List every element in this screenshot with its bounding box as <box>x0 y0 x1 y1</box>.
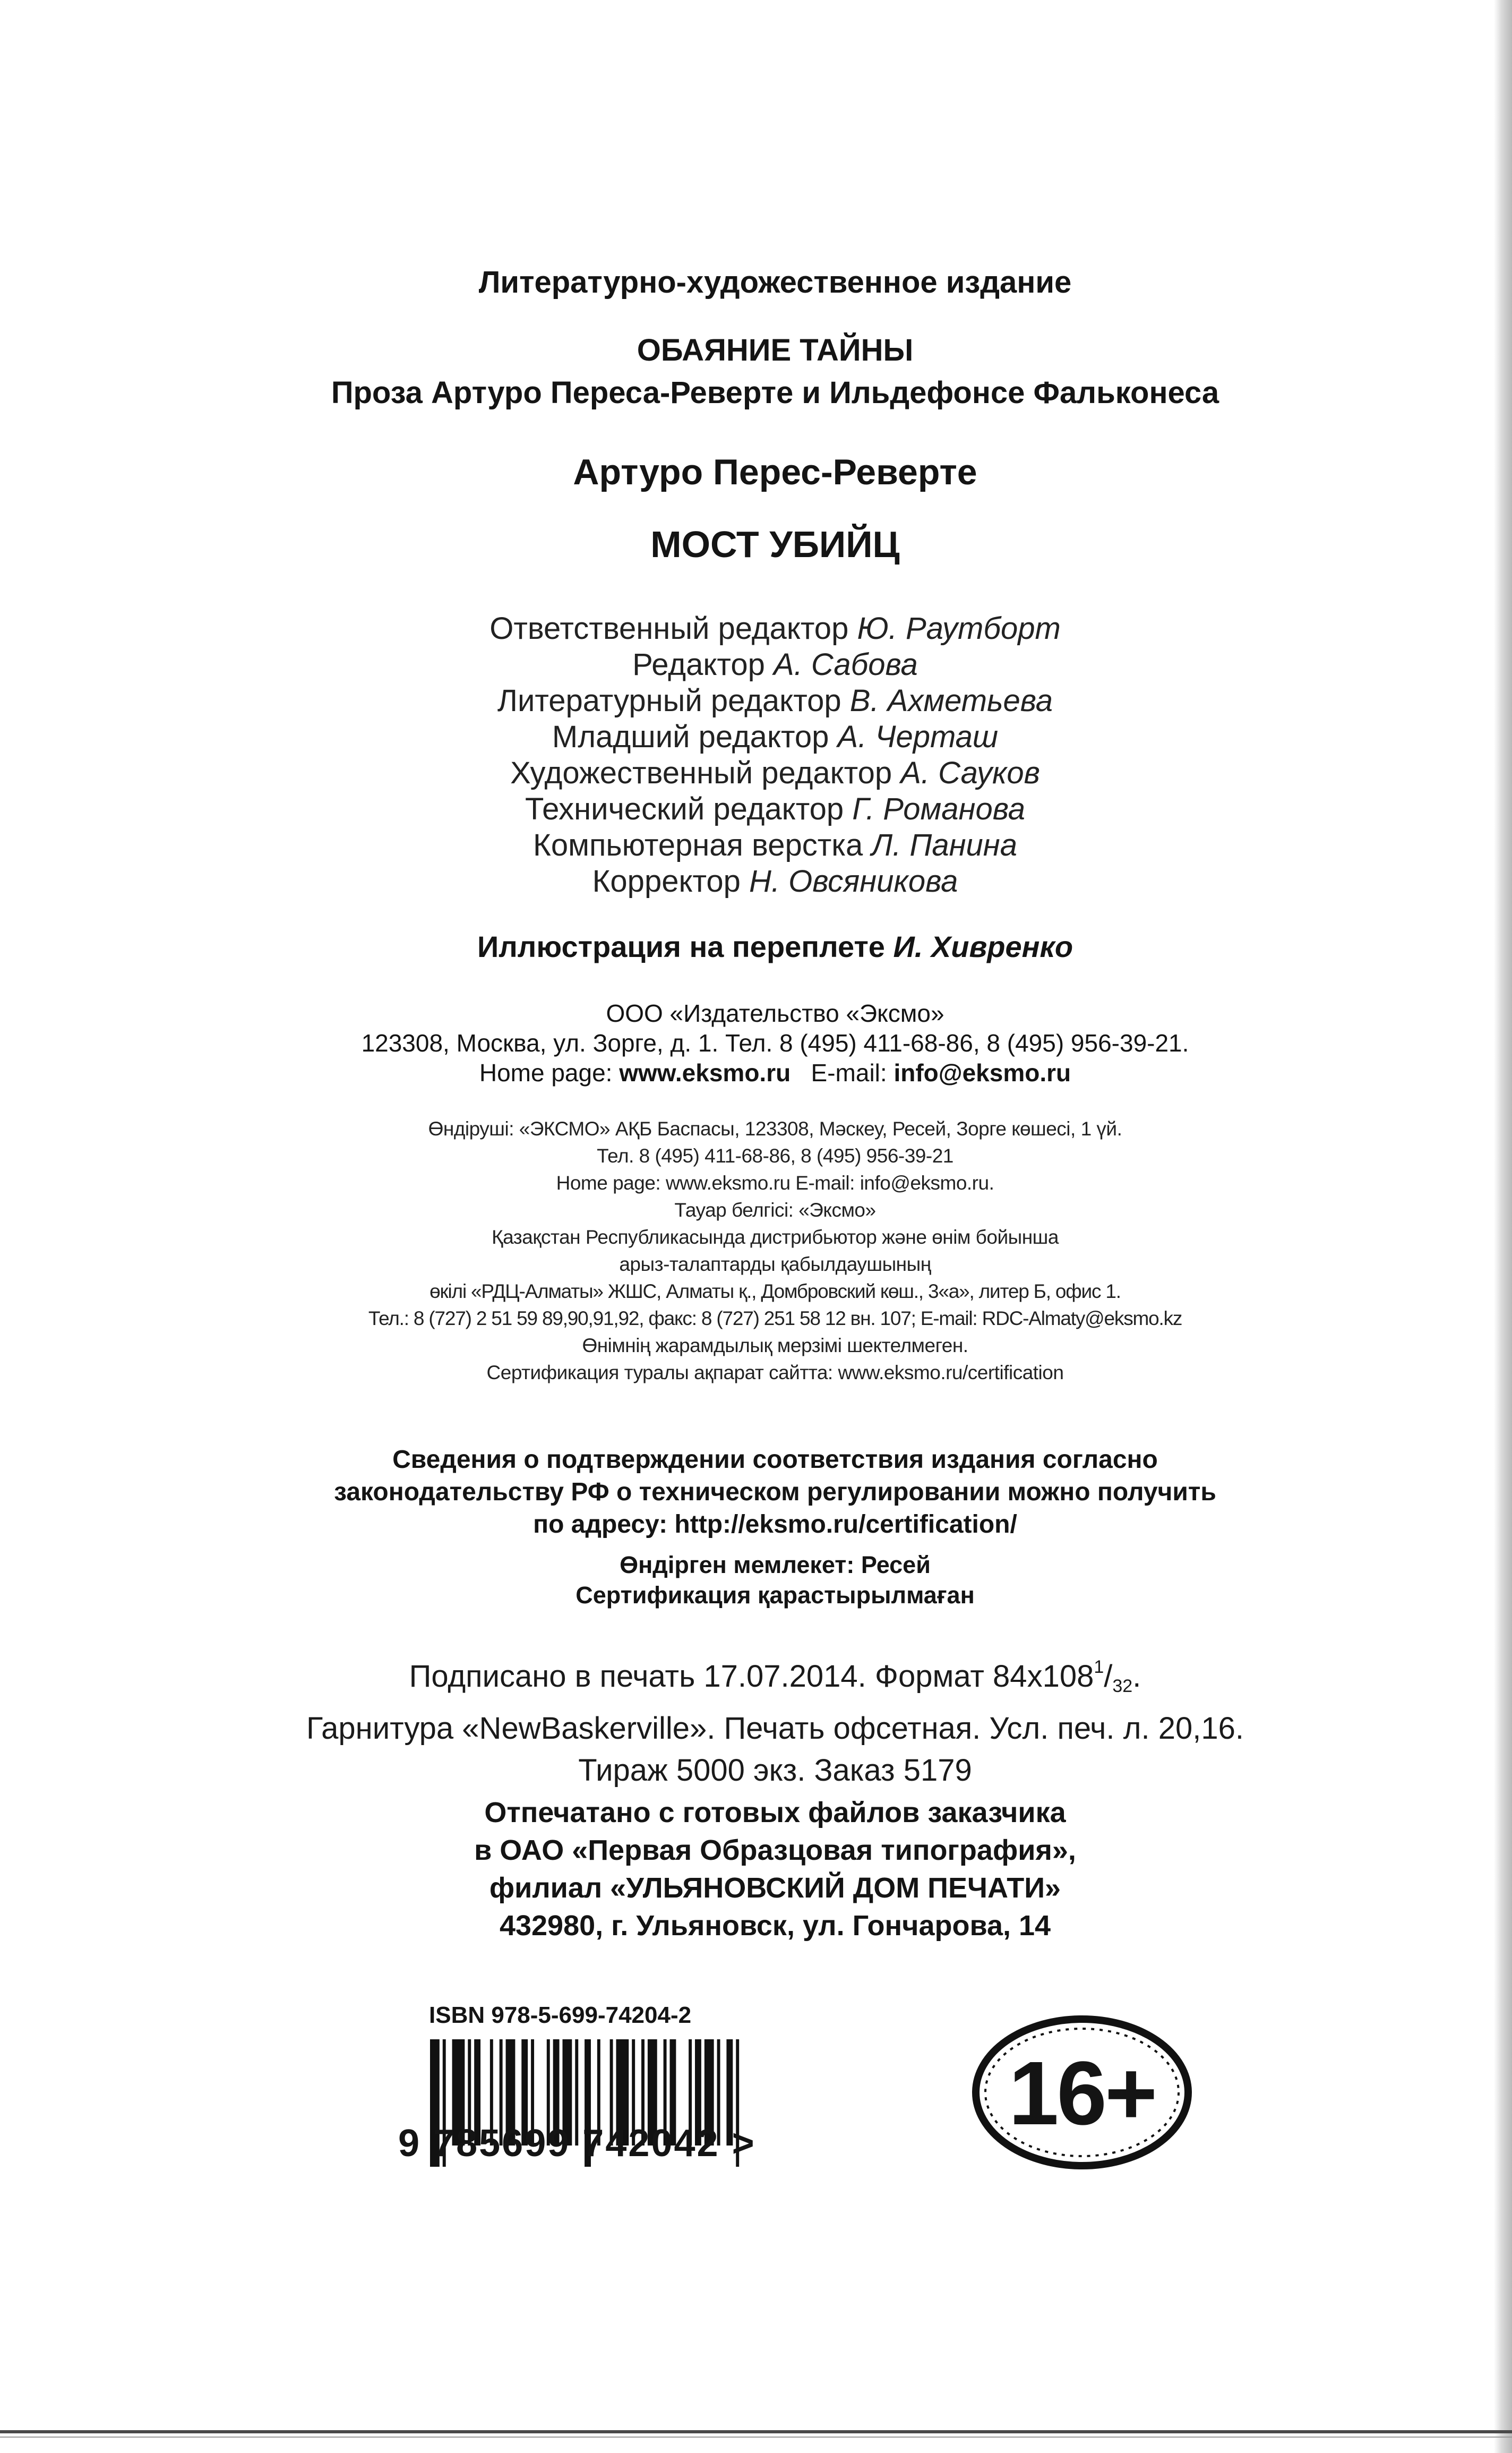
illustration-credit: Иллюстрация на переплете И. Хивренко <box>477 930 1073 963</box>
print-info-block <box>223 1646 1327 1791</box>
publisher-website: www.eksmo.ru <box>619 1059 791 1087</box>
staff-credits <box>223 611 1327 900</box>
series-block <box>223 329 1327 414</box>
credit-line: Корректор Н. Овсяникова <box>592 864 958 899</box>
credit-line: Редактор А. Сабова <box>632 647 918 682</box>
credit-line: Технический редактор Г. Романова <box>525 792 1025 826</box>
barcode <box>398 2002 770 2193</box>
kazakh-info-block <box>223 1115 1327 1386</box>
print-run-line: Тираж 5000 экз. Заказ 5179 <box>578 1753 972 1788</box>
credit-line: Компьютерная верстка Л. Панина <box>533 828 1017 862</box>
signed-line: Подписано в печать 17.07.2014. Формат $84x108^1/_{32}$. <box>409 1657 1141 1696</box>
credit-line: Младший редактор А. Черташ <box>552 720 999 754</box>
kazakh-line: Home page: www.eksmo.ru E-mail: info@eksmo.ru. <box>556 1172 994 1194</box>
credit-line: Литературный редактор В. Ахметьева <box>497 683 1053 718</box>
series-subtitle: Проза Артуро Переса-Реверте и Ильдефонсе Фальконеса <box>331 375 1219 410</box>
printer-block: Отпечатано с готовых файлов заказчика в ОАО «Первая Образцовая типография», филиал «УЛЬЯНОВСКИЙ ДОМ ПЕЧАТИ» 432980, г. Ульяновск, ул. Гончарова, 14 <box>474 1797 1076 1942</box>
book-title: МОСТ УБИЙЦ <box>650 524 900 565</box>
genre-text: Литературно-художественное издание <box>478 265 1072 300</box>
certification-kz-block: Өндірген мемлекет: Ресей Сертификация қарастырылмаған <box>575 1551 975 1609</box>
series-title: ОБАЯНИЕ ТАЙНЫ <box>637 333 914 367</box>
publisher-name: ООО «Издательство «Эксмо» <box>606 999 944 1027</box>
certification-block: Сведения о подтверждении соответствия издания согласно законодательству РФ о техническом регулировании можно получить по адресу: http://eksmo.ru/certification/ <box>334 1446 1216 1539</box>
publisher-block <box>223 998 1327 1088</box>
publisher-contacts: Home page: www.eksmo.ru E-mail: info@eksmo.ru <box>479 1059 1071 1087</box>
credit-line: Ответственный редактор Ю. Раутборт <box>489 611 1061 646</box>
typeface-line: Гарнитура «NewBaskerville». Печать офсетная. Усл. печ. л. 20,16. <box>306 1711 1244 1746</box>
kazakh-line: Тел.: 8 (727) 2 51 59 89,90,91,92, факс: 8 (727) 251 58 12 вн. 107; E-mail: RDC-Almaty@eksmo.kz <box>368 1307 1182 1329</box>
age-rating-text: 16+ <box>1008 2043 1156 2144</box>
book-spine-shadow <box>1494 0 1512 2453</box>
author-name: Артуро Перес-Реверте <box>573 452 977 492</box>
kazakh-line: Қазақстан Республикасында дистрибьютор және өнім бойынша <box>492 1226 1059 1248</box>
kazakh-line: өкілі «РДЦ-Алматы» ЖШС, Алматы қ., Домбровский көш., 3«а», литер Б, офис 1. <box>429 1280 1121 1302</box>
kazakh-line: Өнімнің жарамдылық мерзімі шектелмеген. <box>582 1335 968 1356</box>
isbn-text: ISBN 978-5-699-74204-2 <box>429 2002 692 2028</box>
age-rating-badge <box>965 2007 1199 2177</box>
kazakh-line: Өндіруші: «ЭКСМО» АҚБ Баспасы, 123308, Мәскеу, Ресей, Зорге көшесі, 1 үй. <box>428 1118 1122 1140</box>
bottom-edge-line <box>0 2430 1512 2433</box>
kazakh-line: Сертификация туралы ақпарат сайтта: www.eksmo.ru/certification <box>486 1362 1064 1383</box>
kazakh-line: арыз-талаптарды қабылдаушының <box>619 1253 931 1275</box>
kazakh-line: Тауар белгісі: «Эксмо» <box>674 1199 876 1221</box>
bottom-edge-line-thin <box>0 2437 1512 2438</box>
kazakh-line: Тел. 8 (495) 411-68-86, 8 (495) 956-39-21 <box>597 1145 953 1167</box>
barcode-digits: 9 785699 742042 > <box>398 2122 756 2165</box>
publisher-email: info@eksmo.ru <box>894 1059 1071 1087</box>
genre-line <box>223 264 1327 300</box>
publisher-address: 123308, Москва, ул. Зорге, д. 1. Тел. 8 (495) 411-68-86, 8 (495) 956-39-21. <box>361 1029 1189 1057</box>
credit-line: Художественный редактор А. Сауков <box>510 756 1040 790</box>
